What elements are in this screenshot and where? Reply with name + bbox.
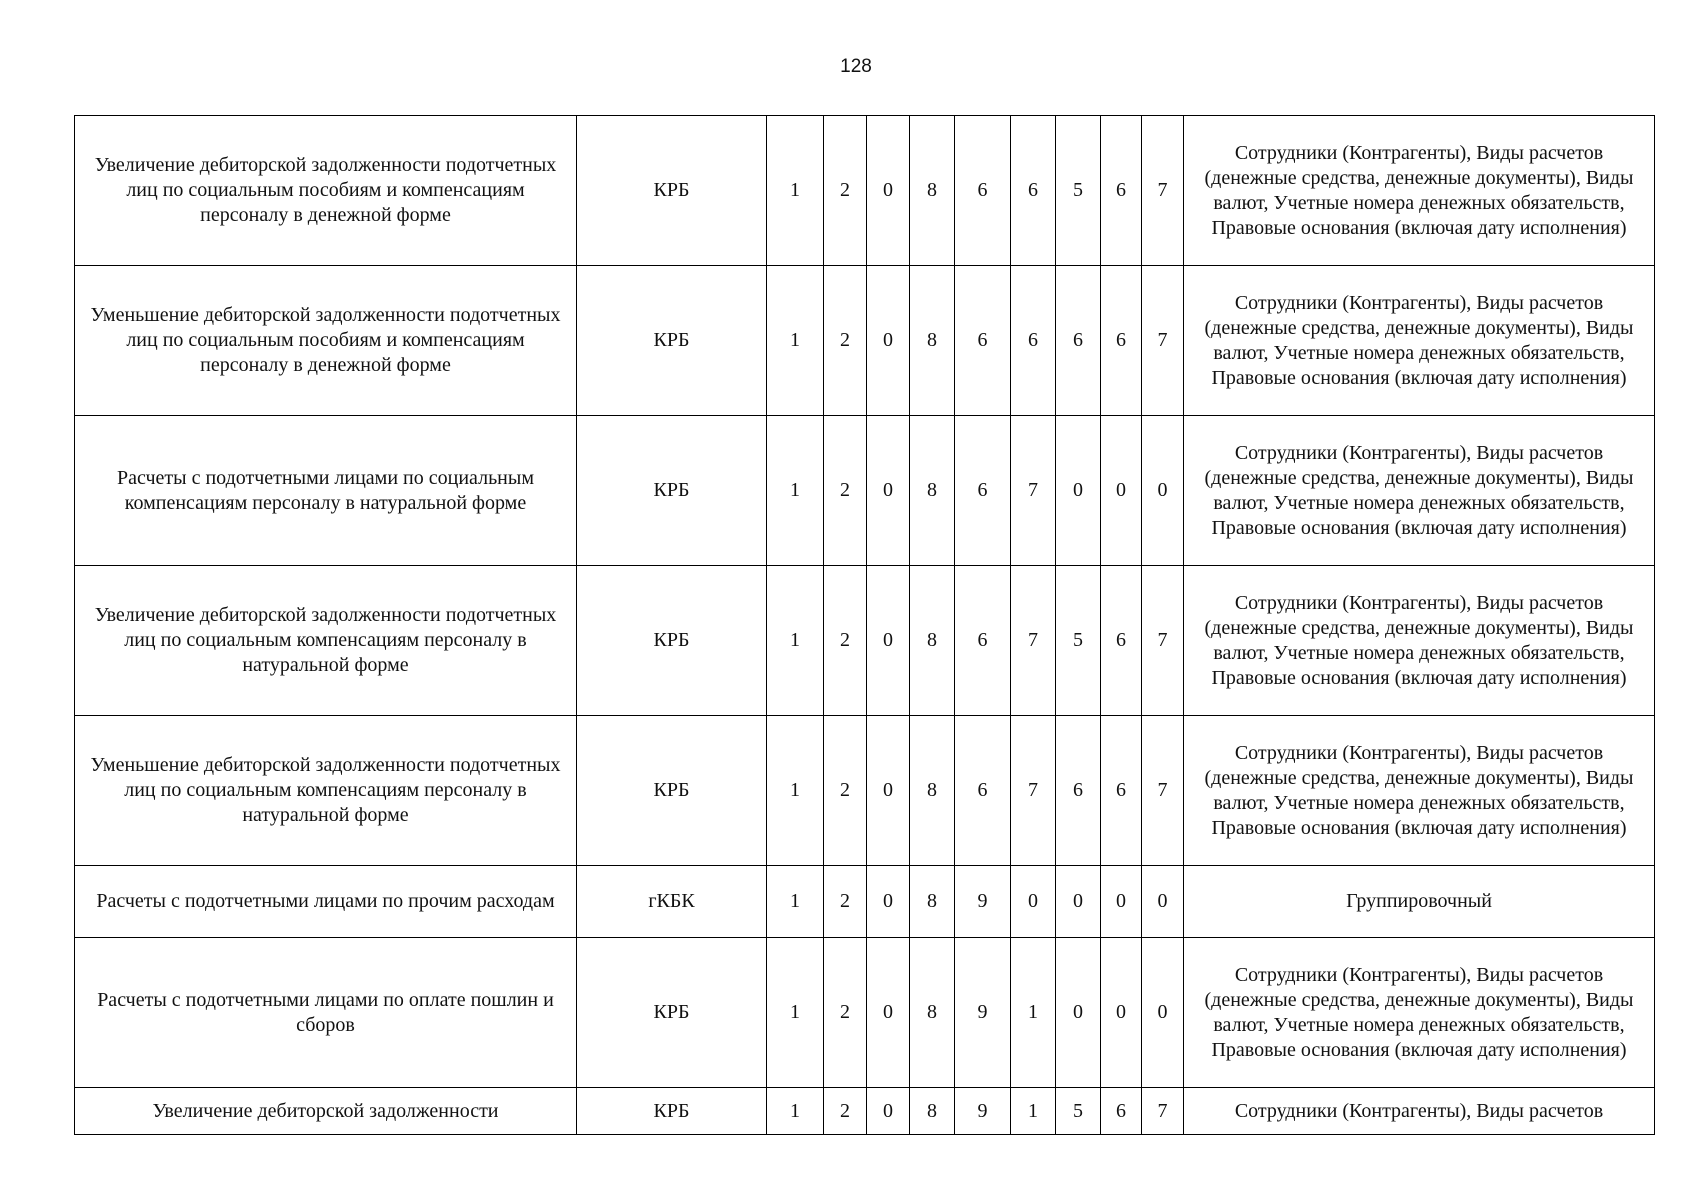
account-digit-cell: 2 [824, 938, 867, 1088]
account-digit-cell: 1 [1011, 1088, 1056, 1135]
account-digit-cell: 1 [767, 416, 824, 566]
account-type-cell: КРБ [577, 416, 767, 566]
account-digit-cell: 8 [910, 116, 955, 266]
account-digit-cell: 7 [1011, 716, 1056, 866]
account-digit-cell: 0 [1101, 416, 1142, 566]
account-digit-cell: 0 [867, 866, 910, 938]
account-name-cell: Увеличение дебиторской задолженности подотчетных лиц по социальным пособиям и компенсациям персоналу в денежной форме [75, 116, 577, 266]
account-digit-cell: 2 [824, 416, 867, 566]
account-type-cell: КРБ [577, 266, 767, 416]
account-digit-cell: 8 [910, 716, 955, 866]
account-digit-cell: 2 [824, 266, 867, 416]
account-digit-cell: 5 [1056, 116, 1101, 266]
analytics-cell: Сотрудники (Контрагенты), Виды расчетов (денежные средства, денежные документы), Виды валют, Учетные номера денежных обязательств, Правовые основания (включая дату исполнения) [1184, 116, 1655, 266]
account-digit-cell: 1 [767, 116, 824, 266]
account-type-cell: КРБ [577, 116, 767, 266]
account-type-cell: гКБК [577, 866, 767, 938]
account-digit-cell: 0 [867, 716, 910, 866]
account-digit-cell: 2 [824, 566, 867, 716]
account-digit-cell: 6 [955, 416, 1011, 566]
table-row [75, 1088, 1655, 1135]
account-digit-cell: 0 [1142, 938, 1184, 1088]
account-digit-cell: 1 [767, 266, 824, 416]
account-digit-cell: 1 [767, 566, 824, 716]
account-type-cell: КРБ [577, 566, 767, 716]
account-digit-cell: 0 [1011, 866, 1056, 938]
analytics-cell: Сотрудники (Контрагенты), Виды расчетов (денежные средства, денежные документы), Виды валют, Учетные номера денежных обязательств, Правовые основания (включая дату исполнения) [1184, 938, 1655, 1088]
account-digit-cell: 7 [1142, 116, 1184, 266]
account-digit-cell: 5 [1056, 1088, 1101, 1135]
accounts-table [74, 115, 1655, 1135]
analytics-cell: Группировочный [1184, 866, 1655, 938]
account-type-cell: КРБ [577, 938, 767, 1088]
analytics-cell: Сотрудники (Контрагенты), Виды расчетов (денежные средства, денежные документы), Виды валют, Учетные номера денежных обязательств, Правовые основания (включая дату исполнения) [1184, 416, 1655, 566]
account-type-cell: КРБ [577, 716, 767, 866]
table-row [75, 866, 1655, 938]
account-digit-cell: 0 [867, 938, 910, 1088]
account-digit-cell: 8 [910, 1088, 955, 1135]
account-digit-cell: 0 [1056, 866, 1101, 938]
account-digit-cell: 7 [1142, 1088, 1184, 1135]
analytics-cell: Сотрудники (Контрагенты), Виды расчетов (денежные средства, денежные документы), Виды валют, Учетные номера денежных обязательств, Правовые основания (включая дату исполнения) [1184, 266, 1655, 416]
account-digit-cell: 7 [1142, 566, 1184, 716]
account-name-cell: Уменьшение дебиторской задолженности подотчетных лиц по социальным компенсациям персоналу в натуральной форме [75, 716, 577, 866]
account-digit-cell: 0 [867, 266, 910, 416]
account-digit-cell: 5 [1056, 566, 1101, 716]
account-digit-cell: 6 [955, 566, 1011, 716]
account-digit-cell: 2 [824, 866, 867, 938]
page-number: 128 [840, 56, 872, 77]
account-digit-cell: 0 [1142, 416, 1184, 566]
account-digit-cell: 0 [867, 1088, 910, 1135]
table-row [75, 716, 1655, 866]
account-digit-cell: 6 [1056, 716, 1101, 866]
account-digit-cell: 2 [824, 116, 867, 266]
account-type-cell: КРБ [577, 1088, 767, 1135]
table-row [75, 116, 1655, 266]
account-digit-cell: 6 [1011, 266, 1056, 416]
table-row [75, 566, 1655, 716]
account-digit-cell: 0 [867, 416, 910, 566]
account-name-cell: Увеличение дебиторской задолженности подотчетных лиц по социальным компенсациям персоналу в натуральной форме [75, 566, 577, 716]
account-digit-cell: 6 [955, 266, 1011, 416]
account-digit-cell: 6 [955, 716, 1011, 866]
account-name-cell: Увеличение дебиторской задолженности [75, 1088, 577, 1135]
account-digit-cell: 8 [910, 566, 955, 716]
account-digit-cell: 7 [1142, 716, 1184, 866]
account-name-cell: Расчеты с подотчетными лицами по прочим расходам [75, 866, 577, 938]
account-digit-cell: 8 [910, 416, 955, 566]
account-digit-cell: 0 [1101, 938, 1142, 1088]
account-digit-cell: 8 [910, 266, 955, 416]
account-digit-cell: 6 [955, 116, 1011, 266]
account-digit-cell: 0 [1056, 938, 1101, 1088]
account-digit-cell: 8 [910, 866, 955, 938]
table-row [75, 266, 1655, 416]
account-name-cell: Расчеты с подотчетными лицами по социальным компенсациям персоналу в натуральной форме [75, 416, 577, 566]
account-digit-cell: 6 [1101, 266, 1142, 416]
account-digit-cell: 7 [1011, 566, 1056, 716]
account-digit-cell: 7 [1011, 416, 1056, 566]
table-row [75, 416, 1655, 566]
account-digit-cell: 1 [767, 866, 824, 938]
account-digit-cell: 6 [1056, 266, 1101, 416]
account-digit-cell: 0 [1101, 866, 1142, 938]
analytics-cell: Сотрудники (Контрагенты), Виды расчетов (денежные средства, денежные документы), Виды валют, Учетные номера денежных обязательств, Правовые основания (включая дату исполнения) [1184, 716, 1655, 866]
account-digit-cell: 6 [1101, 716, 1142, 866]
account-digit-cell: 2 [824, 716, 867, 866]
account-digit-cell: 1 [1011, 938, 1056, 1088]
table-row [75, 938, 1655, 1088]
account-digit-cell: 1 [767, 716, 824, 866]
account-digit-cell: 7 [1142, 266, 1184, 416]
account-digit-cell: 0 [1056, 416, 1101, 566]
account-digit-cell: 0 [867, 116, 910, 266]
account-digit-cell: 8 [910, 938, 955, 1088]
account-digit-cell: 1 [767, 938, 824, 1088]
account-digit-cell: 2 [824, 1088, 867, 1135]
account-digit-cell: 6 [1101, 116, 1142, 266]
account-digit-cell: 9 [955, 866, 1011, 938]
account-digit-cell: 6 [1101, 566, 1142, 716]
account-digit-cell: 9 [955, 1088, 1011, 1135]
account-digit-cell: 6 [1101, 1088, 1142, 1135]
account-name-cell: Уменьшение дебиторской задолженности подотчетных лиц по социальным пособиям и компенсациям персоналу в денежной форме [75, 266, 577, 416]
account-digit-cell: 1 [767, 1088, 824, 1135]
account-digit-cell: 9 [955, 938, 1011, 1088]
analytics-cell: Сотрудники (Контрагенты), Виды расчетов (денежные средства, денежные документы), Виды валют, Учетные номера денежных обязательств, Правовые основания (включая дату исполнения) [1184, 566, 1655, 716]
analytics-cell: Сотрудники (Контрагенты), Виды расчетов [1184, 1088, 1655, 1135]
account-name-cell: Расчеты с подотчетными лицами по оплате пошлин и сборов [75, 938, 577, 1088]
table-body [75, 116, 1655, 1135]
account-digit-cell: 6 [1011, 116, 1056, 266]
account-digit-cell: 0 [867, 566, 910, 716]
account-digit-cell: 0 [1142, 866, 1184, 938]
